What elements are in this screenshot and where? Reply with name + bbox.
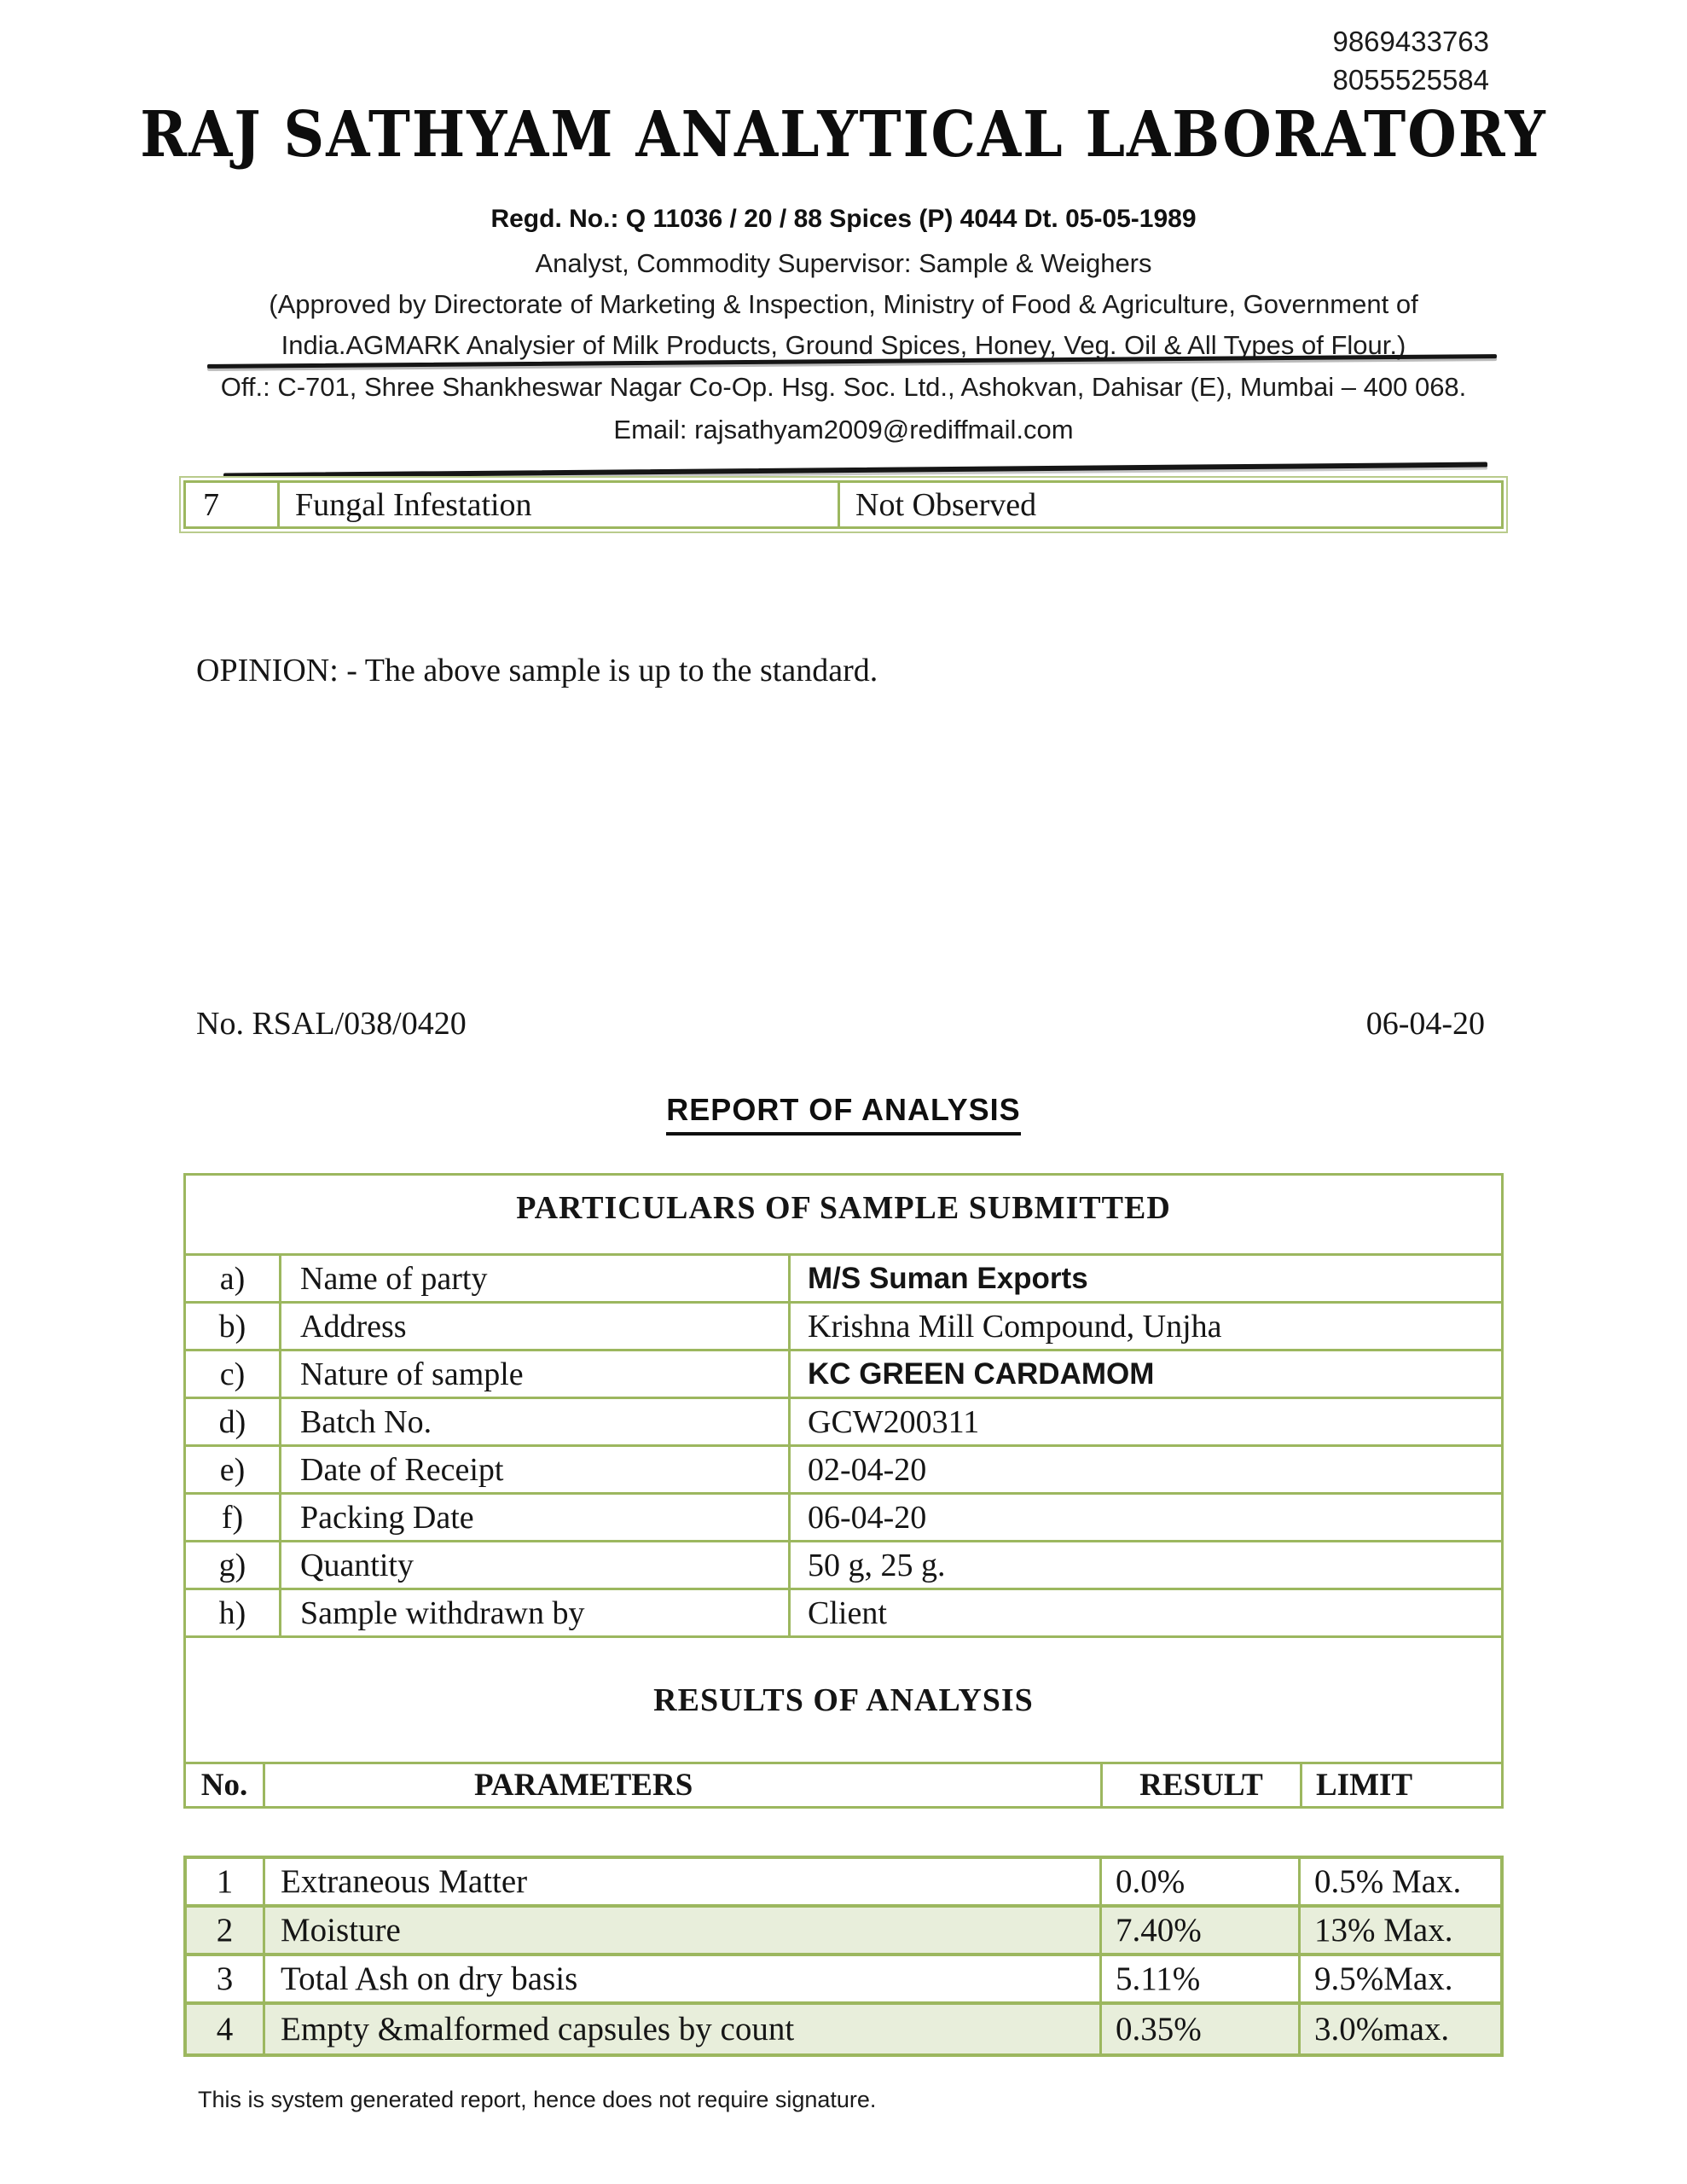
particulars-row-g bbox=[186, 1542, 1501, 1590]
result-value: 7.40% bbox=[1102, 1908, 1301, 1953]
lab-title: RAJ SATHYAM ANALYTICAL LABORATORY bbox=[140, 96, 1547, 171]
particulars-header: PARTICULARS OF SAMPLE SUBMITTED bbox=[186, 1176, 1501, 1256]
particulars-row-e bbox=[186, 1447, 1501, 1495]
row-value: Krishna Mill Compound, Unjha bbox=[808, 1308, 1222, 1345]
row-key: h) bbox=[186, 1590, 281, 1635]
result-row-2 bbox=[187, 1908, 1500, 1956]
result-row-1 bbox=[187, 1859, 1500, 1908]
row-value: KC GREEN CARDAMOM bbox=[808, 1356, 1155, 1391]
result-parameter: Moisture bbox=[265, 1908, 1102, 1953]
result-value: 0.35% bbox=[1102, 2005, 1301, 2053]
particulars-row-a bbox=[186, 1256, 1501, 1304]
row-value: 06-04-20 bbox=[808, 1499, 927, 1536]
row-label: Nature of sample bbox=[281, 1351, 791, 1397]
row-key: g) bbox=[186, 1542, 281, 1588]
report-title-wrap bbox=[0, 1092, 1687, 1136]
result-parameter: Total Ash on dry basis bbox=[265, 1956, 1102, 2001]
row-value: GCW200311 bbox=[808, 1403, 980, 1440]
row-label: Quantity bbox=[281, 1542, 791, 1588]
row-value: 50 g, 25 g. bbox=[808, 1547, 946, 1583]
result-limit: 13% Max. bbox=[1314, 1912, 1453, 1949]
results-of-analysis-heading: RESULTS OF ANALYSIS bbox=[186, 1638, 1501, 1764]
row-key: d) bbox=[186, 1399, 281, 1444]
column-header-parameters: PARAMETERS bbox=[265, 1764, 1103, 1806]
row-key: f) bbox=[186, 1495, 281, 1540]
column-header-result: RESULT bbox=[1103, 1764, 1302, 1806]
row-label: Name of party bbox=[281, 1256, 791, 1301]
result-row-4 bbox=[187, 2005, 1500, 2053]
row-key: c) bbox=[186, 1351, 281, 1397]
result-no: 1 bbox=[187, 1859, 265, 1904]
result-limit: 0.5% Max. bbox=[1314, 1863, 1462, 1900]
particulars-table bbox=[183, 1173, 1504, 1809]
row7-number: 7 bbox=[186, 483, 280, 526]
particulars-row-b bbox=[186, 1304, 1501, 1351]
result-no: 3 bbox=[187, 1956, 265, 2001]
result-parameter: Empty &malformed capsules by count bbox=[265, 2005, 1102, 2053]
office-address-line: Off.: C-701, Shree Shankheswar Nagar Co-Op. Hsg. Soc. Ltd., Ashokvan, Dahisar (E), Mumbai – 400 068. bbox=[220, 372, 1467, 402]
result-value: 5.11% bbox=[1102, 1956, 1301, 2001]
fungal-infestation-row bbox=[183, 480, 1504, 529]
column-header-no: No. bbox=[186, 1764, 265, 1806]
report-date: 06-04-20 bbox=[1365, 1006, 1485, 1042]
report-number: No. RSAL/038/0420 bbox=[196, 1006, 467, 1042]
row7-parameter: Fungal Infestation bbox=[280, 483, 840, 526]
row-key: b) bbox=[186, 1304, 281, 1349]
analyst-line: Analyst, Commodity Supervisor: Sample & Weighers bbox=[535, 248, 1152, 278]
report-title: REPORT OF ANALYSIS bbox=[666, 1092, 1020, 1136]
result-no: 2 bbox=[187, 1908, 265, 1953]
opinion-line: OPINION: - The above sample is up to the standard. bbox=[196, 653, 878, 688]
result-row-3 bbox=[187, 1956, 1500, 2005]
result-limit: 9.5%Max. bbox=[1314, 1960, 1453, 1997]
row-label: Date of Receipt bbox=[281, 1447, 791, 1492]
results-table bbox=[183, 1856, 1504, 2057]
row-value: M/S Suman Exports bbox=[808, 1261, 1088, 1295]
row-value: Client bbox=[808, 1594, 887, 1631]
row-label: Address bbox=[281, 1304, 791, 1349]
phone-number-2: 8055525584 bbox=[1332, 64, 1489, 96]
result-no: 4 bbox=[187, 2005, 265, 2053]
results-column-headers bbox=[186, 1764, 1501, 1806]
result-value: 0.0% bbox=[1102, 1859, 1301, 1904]
row-key: e) bbox=[186, 1447, 281, 1492]
system-generated-note: This is system generated report, hence does not require signature. bbox=[198, 2087, 877, 2112]
particulars-row-h bbox=[186, 1590, 1501, 1638]
phone-numbers bbox=[1332, 22, 1489, 99]
phone-number-1: 9869433763 bbox=[1332, 26, 1489, 57]
row-label: Batch No. bbox=[281, 1399, 791, 1444]
row-key: a) bbox=[186, 1256, 281, 1301]
section-divider-rule bbox=[223, 462, 1487, 479]
reference-line bbox=[196, 1005, 1485, 1043]
row7-value: Not Observed bbox=[855, 486, 1037, 523]
registration-line: Regd. No.: Q 11036 / 20 / 88 Spices (P) 4044 Dt. 05-05-1989 bbox=[490, 205, 1197, 233]
row-label: Packing Date bbox=[281, 1495, 791, 1540]
particulars-row-d bbox=[186, 1399, 1501, 1447]
result-limit: 3.0%max. bbox=[1314, 2011, 1450, 2048]
email-line: Email: rajsathyam2009@rediffmail.com bbox=[613, 415, 1074, 444]
particulars-row-f bbox=[186, 1495, 1501, 1542]
result-parameter: Extraneous Matter bbox=[265, 1859, 1102, 1904]
column-header-limit: LIMIT bbox=[1316, 1768, 1413, 1803]
approved-line-1: (Approved by Directorate of Marketing & Inspection, Ministry of Food & Agriculture, Government of bbox=[269, 289, 1418, 319]
row-label: Sample withdrawn by bbox=[281, 1590, 791, 1635]
particulars-row-c bbox=[186, 1351, 1501, 1399]
approved-line-2: India.AGMARK Analysier of Milk Products, Ground Spices, Honey, Veg. Oil & All Types of Flour.) bbox=[281, 330, 1406, 360]
row-value: 02-04-20 bbox=[808, 1451, 927, 1488]
